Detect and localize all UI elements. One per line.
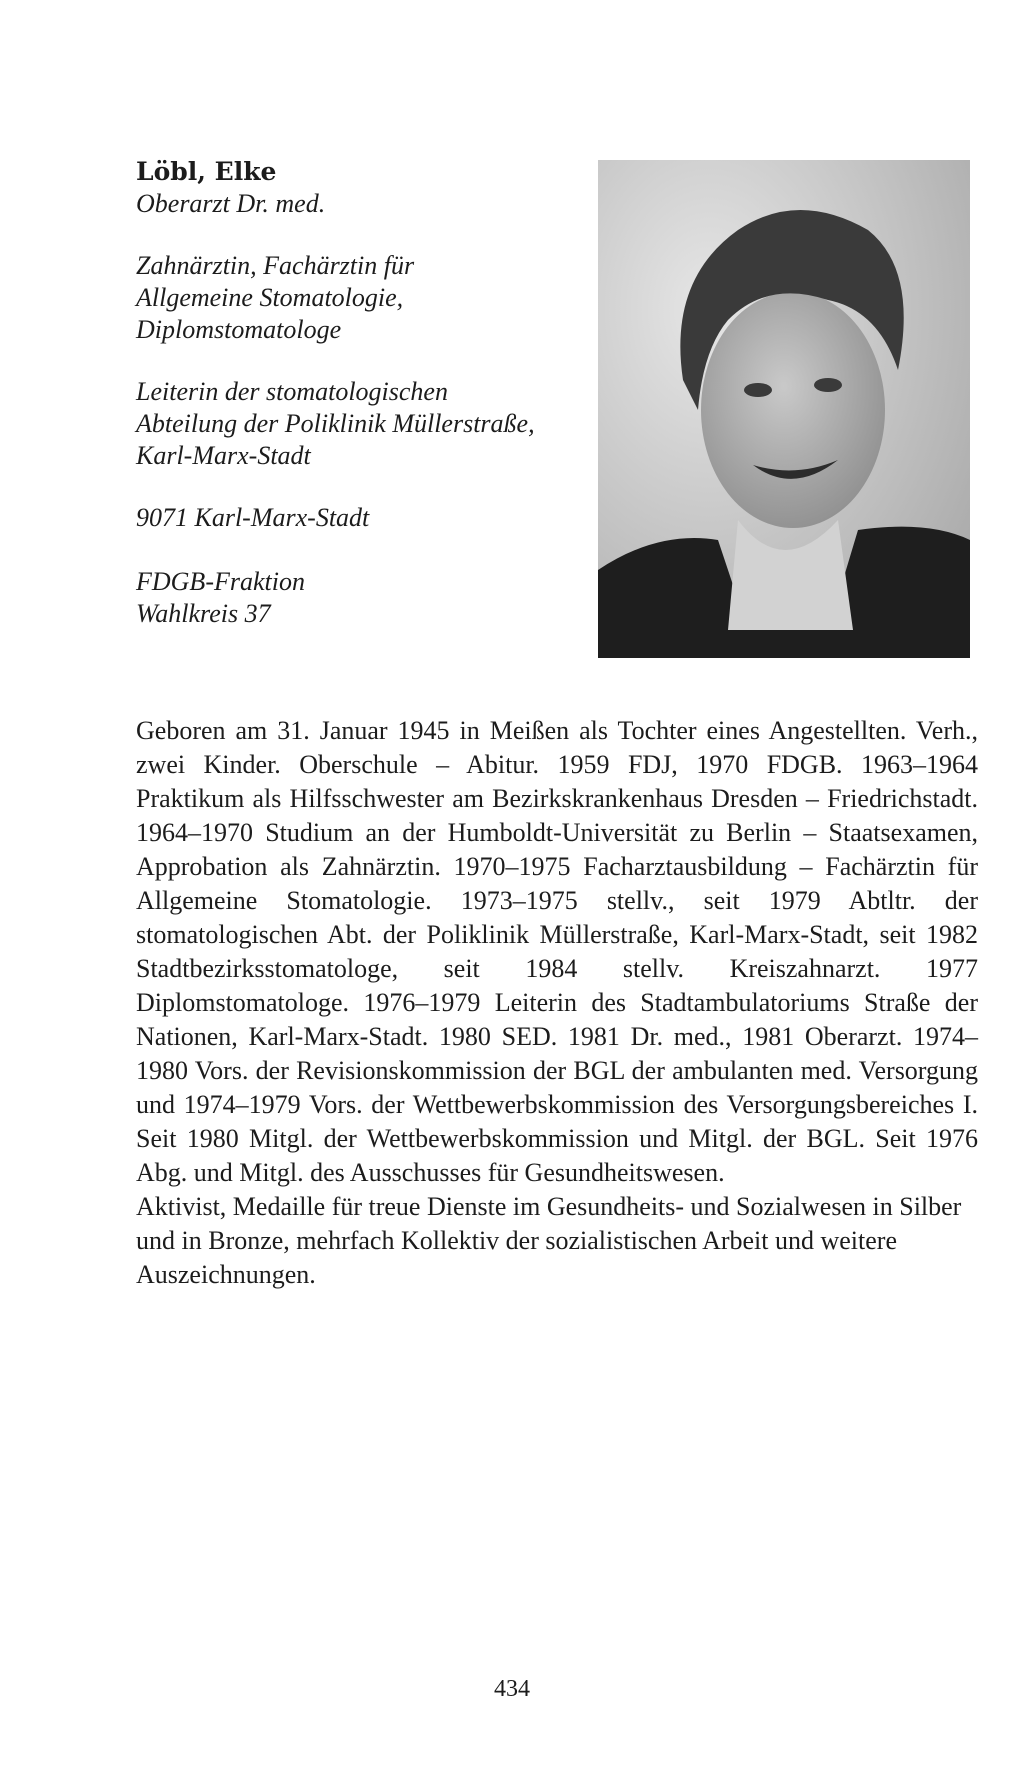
qualifications [136, 250, 414, 346]
bio-paragraph: Geboren am 31. Januar 1945 in Meißen als Tochter eines Angestellten. Verh., zwei Kinder. Oberschule – Abitur. 1959 FDJ, 1970 FDGB. 1963–1964 Praktikum als Hilfsschwester am Bezirkskrankenhaus Dresden – Friedrichstadt. 1964–1970 Studium an der Humboldt-Universität zu Berlin – Staatsexamen, Approbation als Zahnärztin. 1970–1975 Facharztausbildung – Fachärztin für Allgemeine Stomatologie. 1973–1975 stellv., seit 1979 Abtltr. der stomatologischen Abt. der Poliklinik Müllerstraße, Karl-Marx-Stadt, seit 1982 Stadtbezirksstomatologe, seit 1984 stellv. Kreiszahnarzt. 1977 Diplomstomatologe. 1976–1979 Leiterin des Stadtambulatoriums Straße der Nationen, Karl-Marx-Stadt. 1980 SED. 1981 Dr. med., 1981 Oberarzt. 1974–1980 Vors. der Revisionskommission der BGL der ambulanten med. Versorgung und 1974–1979 Vors. der Wettbewerbskommission des Versorgungsbereiches I. Seit 1980 Mitgl. der Wettbewerbskommission und Mitgl. der BGL. Seit 1976 Abg. und Mitgl. des Ausschusses für Gesundheitswesen. [136, 716, 978, 1187]
address-line: 9071 Karl-Marx-Stadt [136, 503, 370, 532]
academic-title: Oberarzt Dr. med. [136, 189, 326, 218]
constituency-line: Wahlkreis 37 [136, 599, 271, 628]
address [136, 502, 369, 534]
entry-name: Löbl, Elke [136, 157, 277, 186]
faction-block [136, 566, 305, 630]
page-number: 434 [494, 1676, 530, 1702]
bio-paragraph: Aktivist, Medaille für treue Dienste im Gesundheits- und Sozialwesen in Silber und in Bronze, mehrfach Kollektiv der sozialistischen Arbeit und weitere Auszeichnungen. [136, 1192, 962, 1289]
position-line: Karl-Marx-Stadt [136, 441, 311, 470]
biography [136, 714, 978, 1292]
position-line: Abteilung der Poliklinik Müllerstraße, [136, 409, 535, 438]
position-line: Leiterin der stomatologischen [136, 377, 448, 406]
faction-line: FDGB-Fraktion [136, 567, 305, 596]
qualification-line: Zahnärztin, Fachärztin für [136, 251, 415, 280]
qualification-line: Allgemeine Stomatologie, [136, 283, 404, 312]
position [136, 376, 535, 472]
qualification-line: Diplomstomatologe [136, 315, 342, 344]
portrait-photo [598, 160, 970, 658]
portrait-illustration [598, 160, 970, 658]
